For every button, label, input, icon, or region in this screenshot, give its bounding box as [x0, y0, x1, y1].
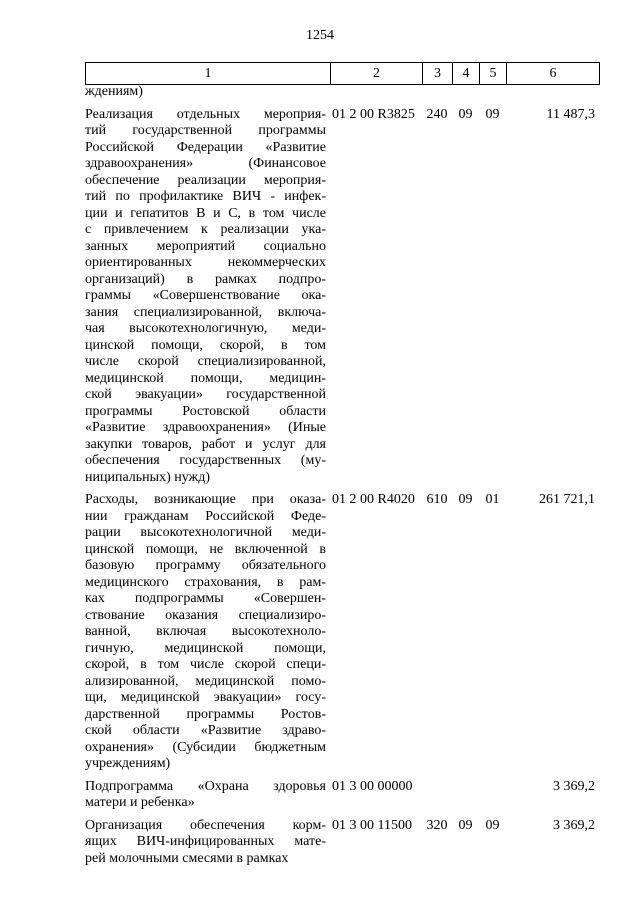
- description-line: ской эвакуации» государственной: [85, 387, 326, 402]
- description-line: ализированной, медицинской помо-: [85, 673, 326, 689]
- row-description: [85, 107, 330, 487]
- table-row: [85, 107, 599, 487]
- row-col-5: 09: [485, 817, 500, 833]
- row-amount: 3 369,2: [553, 817, 595, 833]
- row-col-5: 01: [485, 492, 500, 507]
- description-line: медицинской помощи, медицин-: [85, 370, 326, 386]
- description-line: дарственной программы Ростов-: [85, 706, 326, 722]
- description-line: ориентированных некоммерческих: [85, 255, 326, 270]
- description-line: чая высокотехнологичную, меди-: [85, 321, 326, 336]
- description-line: медицинского страхования, в рам-: [85, 574, 326, 590]
- row-code: 01 3 00 00000: [332, 778, 413, 794]
- row-code: 01 2 00 R4020: [332, 492, 415, 507]
- row-col-4: 09: [458, 492, 473, 507]
- description-line: рации высокотехнологичной меди-: [85, 525, 326, 540]
- description-line: тий по профилактике ВИЧ - инфек-: [85, 189, 326, 204]
- row-col-3: 320: [426, 817, 448, 833]
- description-line: ниципальных) нужд): [85, 469, 210, 485]
- description-line: ках подпрограммы «Совершен-: [85, 591, 326, 606]
- header-col-5: 5: [480, 63, 507, 85]
- row-description: [85, 779, 330, 812]
- row-amount: [506, 84, 599, 101]
- description-line: ции и гепатитов В и С, в том числе: [85, 205, 326, 221]
- row-code: [330, 84, 422, 101]
- description-line: охранения» (Субсидии бюджетным: [85, 739, 326, 755]
- row-col-5: [479, 84, 506, 101]
- description-line: Российской Федерации «Развитие: [85, 139, 326, 155]
- description-line: Подпрограмма «Охрана здоровья: [85, 778, 326, 794]
- header-col-2: 2: [331, 63, 423, 85]
- page-number: 1254: [306, 28, 334, 43]
- row-code: 01 3 00 11500: [332, 817, 412, 833]
- description-line: с привлечением к реализации ука-: [85, 222, 326, 237]
- description-line: программы Ростовской области: [85, 403, 326, 419]
- description-line: Расходы, возникающие при оказа-: [85, 492, 326, 507]
- description-line: учреждениям): [85, 756, 171, 771]
- header-col-1: 1: [86, 63, 331, 85]
- description-line: организаций) в рамках подпро-: [85, 271, 326, 287]
- description-line: ствование оказания специализиро-: [85, 607, 326, 623]
- budget-table-body: [85, 84, 599, 867]
- description-line: матери и ребенка»: [85, 795, 195, 810]
- row-col-4: 09: [458, 106, 473, 122]
- description-line: здравоохранения» (Финансовое: [85, 156, 326, 171]
- description-line: цинской помощи, скорой, в том: [85, 337, 326, 353]
- description-line: ванной, включая высокотехноло-: [85, 624, 326, 639]
- header-col-3: 3: [423, 63, 453, 85]
- table-row: [85, 492, 599, 773]
- row-col-3: 610: [426, 492, 448, 507]
- description-line: базовую программу обязательного: [85, 558, 326, 573]
- row-col-3: 240: [426, 106, 448, 122]
- description-line: обеспечение реализации мероприя-: [85, 172, 326, 188]
- table-row: [85, 84, 599, 101]
- row-description: [85, 492, 330, 773]
- row-col-3: [422, 779, 452, 812]
- row-col-4: [452, 779, 479, 812]
- description-line: Реализация отдельных мероприя-: [85, 106, 326, 122]
- table-row: [85, 818, 599, 868]
- row-col-4: 09: [458, 817, 473, 833]
- row-amount: 11 487,3: [546, 106, 595, 122]
- row-code: 01 2 00 R3825: [332, 106, 415, 122]
- description-line: обеспечения государственных (му-: [85, 453, 326, 468]
- description-line: тий государственной программы: [85, 123, 326, 138]
- description-line: ской области «Развитие здраво-: [85, 723, 326, 738]
- description-line: цинской помощи, не включенной в: [85, 541, 326, 557]
- row-description: [85, 818, 330, 868]
- row-col-4: [452, 84, 479, 101]
- header-col-4: 4: [453, 63, 480, 85]
- description-line: занных мероприятий социально: [85, 238, 326, 254]
- header-col-6: 6: [507, 63, 600, 85]
- description-line: щи, медицинской эвакуации» госу-: [85, 690, 326, 705]
- row-col-5: 09: [485, 106, 500, 122]
- row-col-3: [422, 84, 452, 101]
- description-line: граммы «Совершенствование ока-: [85, 288, 326, 303]
- description-line: гичную, медицинской помощи,: [85, 640, 326, 656]
- description-line: числе скорой специализированной,: [85, 354, 326, 369]
- description-line: ящих ВИЧ-инфицированных мате-: [85, 834, 326, 849]
- description-line: нии гражданам Российской Феде-: [85, 508, 326, 524]
- description-line: закупки товаров, работ и услуг для: [85, 436, 326, 452]
- description-line: рей молочными смесями в рамках: [85, 850, 289, 866]
- table-header: [85, 62, 600, 85]
- description-line: зания специализированной, включа-: [85, 304, 326, 320]
- table-row: [85, 779, 599, 812]
- description-line: скорой, в том числе скорой специ-: [85, 657, 326, 672]
- description-line: «Развитие здравоохранения» (Иные: [85, 420, 326, 435]
- row-amount: 3 369,2: [553, 778, 595, 794]
- row-description: [85, 84, 330, 101]
- row-col-5: [479, 779, 506, 812]
- description-line: ждениям): [85, 84, 143, 99]
- description-line: Организация обеспечения корм-: [85, 817, 326, 833]
- row-amount: 261 721,1: [539, 492, 595, 507]
